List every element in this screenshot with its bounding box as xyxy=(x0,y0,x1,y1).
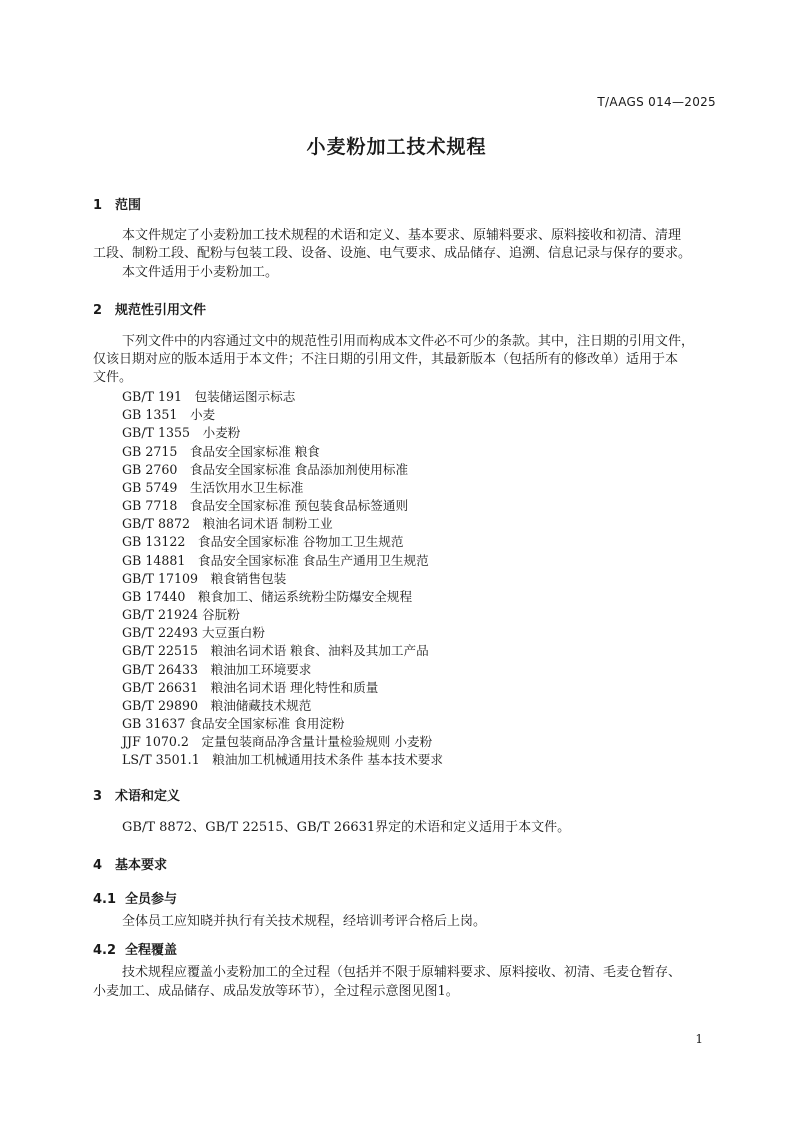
reference-item: GB/T 22493 大豆蛋白粉 xyxy=(122,625,265,640)
subsection-4-1-heading xyxy=(93,888,177,907)
paragraph-line: 全体员工应知晓并执行有关技术规程，经培训考评合格后上岗。 xyxy=(122,914,487,929)
section-title: 术语和定义 xyxy=(115,789,181,804)
paragraph-line: 下列文件中的内容通过文中的规范性引用而构成本文件必不可少的条款。其中，注日期的引用文件， xyxy=(122,334,695,349)
paragraph-line: 小麦加工、成品储存、成品发放等环节），全过程示意图见图1。 xyxy=(93,984,459,999)
reference-item: LS/T 3501.1 粮油加工机械通用技术条件 基本技术要求 xyxy=(122,752,443,767)
section-2-heading xyxy=(93,299,206,318)
reference-item: GB/T 22515 粮油名词术语 粮食、油料及其加工产品 xyxy=(122,643,429,658)
section-title: 基本要求 xyxy=(115,858,168,873)
standard-code: T/AAGS 014—2025 xyxy=(597,95,716,109)
paragraph-line: 本文件规定了小麦粉加工技术规程的术语和定义、基本要求、原辅料要求、原料接收和初清、清理 xyxy=(122,228,682,243)
paragraph-line: 文件。 xyxy=(93,370,133,385)
reference-item: GB 31637 食品安全国家标准 食用淀粉 xyxy=(122,716,345,731)
paragraph-line: GB/T 8872、GB/T 22515、GB/T 26631界定的术语和定义适用于本文件。 xyxy=(122,820,571,835)
paragraph-line: 技术规程应覆盖小麦粉加工的全过程（包括并不限于原辅料要求、原料接收、初清、毛麦仓暂存、 xyxy=(122,965,682,980)
section-4-heading xyxy=(93,854,167,873)
reference-item: GB 5749 生活饮用水卫生标准 xyxy=(122,480,304,495)
reference-item: GB 14881 食品安全国家标准 食品生产通用卫生规范 xyxy=(122,553,429,568)
reference-item: GB/T 26433 粮油加工环境要求 xyxy=(122,662,312,677)
reference-item: GB/T 29890 粮油储藏技术规范 xyxy=(122,698,312,713)
subsection-number: 4.1 xyxy=(93,892,117,907)
reference-item: GB 2715 食品安全国家标准 粮食 xyxy=(122,444,320,459)
section-3-heading xyxy=(93,785,180,804)
reference-item: GB 13122 食品安全国家标准 谷物加工卫生规范 xyxy=(122,534,404,549)
page-number: 1 xyxy=(695,1032,703,1046)
document-title: 小麦粉加工技术规程 xyxy=(306,136,487,158)
reference-item: GB/T 26631 粮油名词术语 理化特性和质量 xyxy=(122,680,379,695)
reference-item: GB/T 21924 谷朊粉 xyxy=(122,607,240,622)
section-number: 3 xyxy=(93,789,103,804)
section-title: 范围 xyxy=(115,198,142,213)
section-number: 4 xyxy=(93,858,103,873)
subsection-title: 全员参与 xyxy=(125,892,178,907)
reference-item: GB/T 191 包装储运图示标志 xyxy=(122,389,296,404)
reference-item: JJF 1070.2 定量包装商品净含量计量检验规则 小麦粉 xyxy=(122,734,433,749)
reference-item: GB/T 8872 粮油名词术语 制粉工业 xyxy=(122,516,333,531)
section-number: 1 xyxy=(93,198,103,213)
reference-item: GB/T 1355 小麦粉 xyxy=(122,425,241,440)
reference-item: GB/T 17109 粮食销售包装 xyxy=(122,571,287,586)
reference-item: GB 2760 食品安全国家标准 食品添加剂使用标准 xyxy=(122,462,409,477)
paragraph-line: 工段、制粉工段、配粉与包装工段、设备、设施、电气要求、成品储存、追溯、信息记录与保存的要求。 xyxy=(93,246,692,261)
reference-item: GB 17440 粮食加工、储运系统粉尘防爆安全规程 xyxy=(122,589,413,604)
reference-item: GB 7718 食品安全国家标准 预包装食品标签通则 xyxy=(122,498,409,513)
paragraph-line: 本文件适用于小麦粉加工。 xyxy=(122,265,279,280)
reference-item: GB 1351 小麦 xyxy=(122,407,216,422)
section-title: 规范性引用文件 xyxy=(115,303,207,318)
paragraph-line: 仅该日期对应的版本适用于本文件；不注日期的引用文件，其最新版本（包括所有的修改单）适用于本 xyxy=(93,352,679,367)
section-1-heading xyxy=(93,194,141,213)
subsection-title: 全程覆盖 xyxy=(125,943,178,958)
section-number: 2 xyxy=(93,303,103,318)
subsection-4-2-heading xyxy=(93,939,177,958)
subsection-number: 4.2 xyxy=(93,943,117,958)
